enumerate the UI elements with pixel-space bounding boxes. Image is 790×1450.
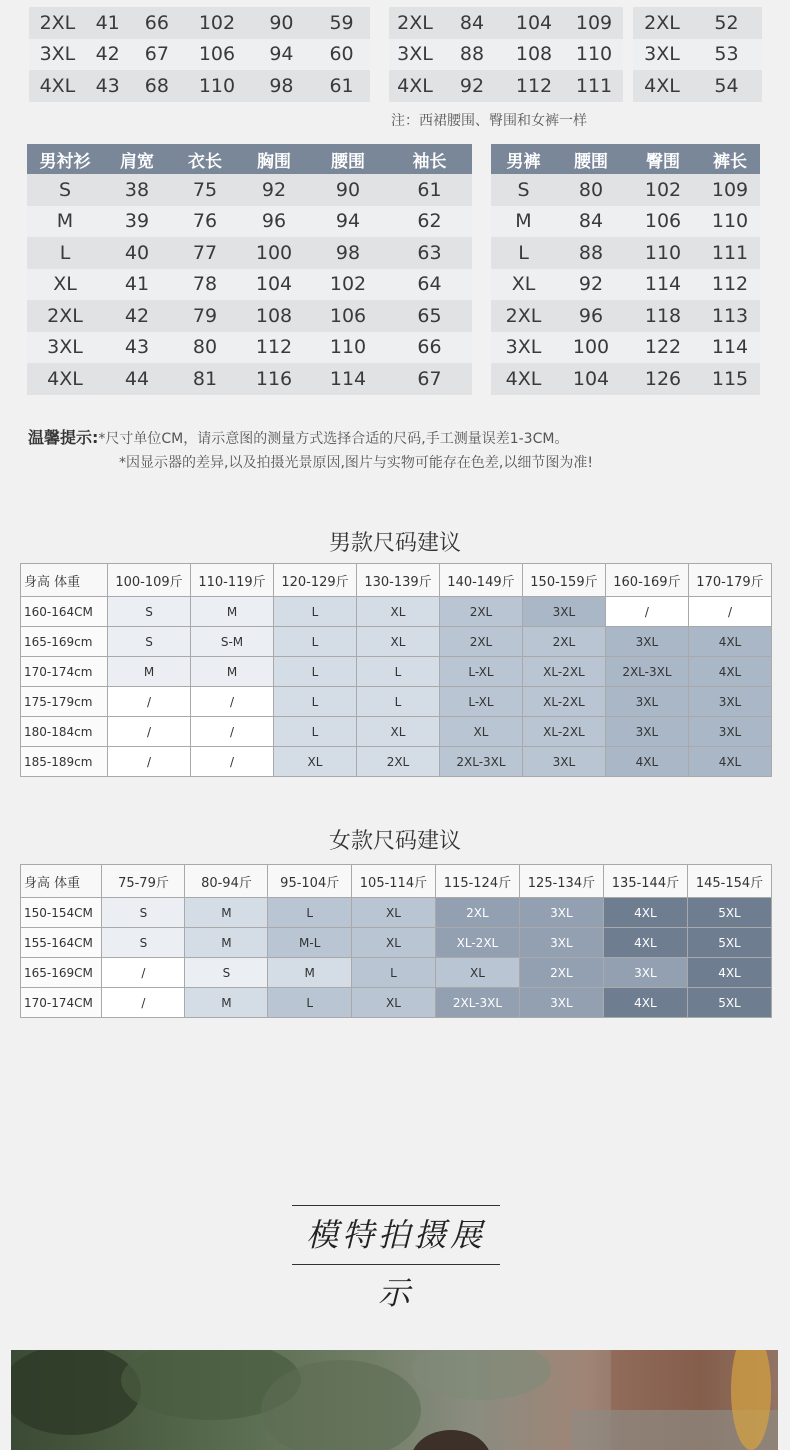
table-cell: 104 [556, 363, 626, 395]
header-row [21, 865, 772, 898]
table-cell: 115 [700, 363, 760, 395]
size-cell: / [191, 747, 274, 777]
height-label: 160-164CM [21, 597, 108, 627]
table-cell: 76 [171, 206, 239, 238]
table-cell: 2XL [633, 7, 691, 39]
table-cell: 92 [239, 174, 309, 206]
table-cell: 90 [250, 7, 313, 39]
table-row [21, 657, 772, 687]
table-cell: 63 [387, 237, 472, 269]
column-header: 裤长 [700, 144, 760, 174]
size-cell: L [356, 657, 439, 687]
height-label: 175-179cm [21, 687, 108, 717]
table-cell: 40 [103, 237, 171, 269]
table-row [491, 174, 760, 206]
size-cell: 2XL-3XL [605, 657, 688, 687]
size-cell: XL [351, 898, 435, 928]
table-row [27, 237, 472, 269]
size-cell: 4XL [688, 657, 771, 687]
skirt-note: 注：西裙腰围、臀围和女裤一样 [391, 113, 587, 129]
size-cell: M [108, 657, 191, 687]
table-cell: 104 [503, 7, 565, 39]
column-header: 臀围 [626, 144, 700, 174]
table-cell: 110 [700, 206, 760, 238]
height-label: 150-154CM [21, 898, 102, 928]
size-cell: 3XL [688, 687, 771, 717]
table-cell: 42 [86, 39, 130, 71]
size-cell: XL-2XL [522, 657, 605, 687]
size-cell: L [274, 657, 357, 687]
size-cell: S [108, 597, 191, 627]
men-recommend-title: 男款尺码建议 [328, 531, 461, 556]
height-label: 155-164CM [21, 928, 102, 958]
table-cell: 64 [387, 269, 472, 301]
height-label: 165-169CM [21, 958, 102, 988]
size-cell: 2XL [519, 958, 603, 988]
table-cell: M [491, 206, 556, 238]
size-cell: / [102, 958, 185, 988]
table-cell: 111 [565, 70, 623, 102]
height-label: 185-189cm [21, 747, 108, 777]
size-cell: S [108, 627, 191, 657]
table-cell: 62 [387, 206, 472, 238]
table-row [27, 206, 472, 238]
table-cell: 61 [387, 174, 472, 206]
weight-header: 160-169斤 [605, 564, 688, 597]
table-cell: 66 [387, 332, 472, 364]
size-cell: L [274, 627, 357, 657]
men-pants-size-table [491, 144, 760, 395]
size-cell: 5XL [687, 898, 771, 928]
table-cell: 116 [239, 363, 309, 395]
size-cell: XL [439, 717, 522, 747]
table-cell: 67 [130, 39, 185, 71]
size-cell: 2XL [522, 627, 605, 657]
weight-header: 140-149斤 [439, 564, 522, 597]
size-cell: 3XL [519, 898, 603, 928]
table-cell: 88 [556, 237, 626, 269]
table-cell: 106 [309, 300, 387, 332]
size-cell: / [191, 687, 274, 717]
weight-header: 100-109斤 [108, 564, 191, 597]
size-cell: 4XL [603, 928, 687, 958]
table-cell: 114 [626, 269, 700, 301]
table-row [21, 988, 772, 1018]
size-cell: 2XL-3XL [439, 747, 522, 777]
table-cell: 96 [239, 206, 309, 238]
table-cell: 118 [626, 300, 700, 332]
table-row [491, 237, 760, 269]
table-cell: 126 [626, 363, 700, 395]
column-header: 袖长 [387, 144, 472, 174]
size-cell: L [274, 597, 357, 627]
table-cell: XL [491, 269, 556, 301]
table-cell: 109 [700, 174, 760, 206]
model-showcase-banner: 模特拍摄展示 [292, 1205, 500, 1265]
table-row [491, 206, 760, 238]
tips-label: 温馨提示: [28, 428, 99, 447]
women-pants-size-table [389, 7, 623, 102]
size-cell: / [108, 717, 191, 747]
weight-header: 115-124斤 [435, 865, 519, 898]
table-cell: 44 [103, 363, 171, 395]
table-cell: 110 [184, 70, 250, 102]
table-row [491, 363, 760, 395]
column-header: 腰围 [556, 144, 626, 174]
table-cell: L [27, 237, 103, 269]
weight-header: 120-129斤 [274, 564, 357, 597]
size-cell: M [185, 928, 268, 958]
table-cell: 77 [171, 237, 239, 269]
weight-header: 170-179斤 [688, 564, 771, 597]
table-cell: 4XL [389, 70, 441, 102]
table-cell: 110 [626, 237, 700, 269]
table-row [21, 627, 772, 657]
table-cell: 98 [250, 70, 313, 102]
table-cell: 104 [239, 269, 309, 301]
size-cell: XL [356, 717, 439, 747]
table-cell: 2XL [491, 300, 556, 332]
size-cell: 2XL [439, 597, 522, 627]
table-cell: 60 [313, 39, 370, 71]
table-row [27, 300, 472, 332]
height-label: 180-184cm [21, 717, 108, 747]
table-cell: 3XL [491, 332, 556, 364]
table-cell: 98 [309, 237, 387, 269]
size-cell: / [688, 597, 771, 627]
table-cell: 52 [691, 7, 762, 39]
table-cell: 90 [309, 174, 387, 206]
table-cell: 88 [441, 39, 503, 71]
table-row [21, 687, 772, 717]
table-cell: 75 [171, 174, 239, 206]
table-cell: 112 [503, 70, 565, 102]
size-cell: 3XL [603, 958, 687, 988]
size-cell: 3XL [688, 717, 771, 747]
size-cell: L [356, 687, 439, 717]
height-label: 170-174CM [21, 988, 102, 1018]
table-row [29, 39, 370, 71]
size-cell: S [102, 898, 185, 928]
weight-header: 135-144斤 [603, 865, 687, 898]
table-row [21, 958, 772, 988]
table-cell: 53 [691, 39, 762, 71]
table-row [21, 717, 772, 747]
size-cell: 3XL [522, 597, 605, 627]
size-cell: L [274, 687, 357, 717]
column-header: 男衬衫 [27, 144, 103, 174]
table-cell: 108 [239, 300, 309, 332]
table-cell: 102 [626, 174, 700, 206]
table-cell: 66 [130, 7, 185, 39]
table-cell: 41 [86, 7, 130, 39]
table-cell: 112 [700, 269, 760, 301]
size-cell: 3XL [605, 627, 688, 657]
size-cell: / [605, 597, 688, 627]
table-cell: 114 [700, 332, 760, 364]
size-cell: 4XL [687, 958, 771, 988]
table-cell: 106 [184, 39, 250, 71]
table-cell: XL [27, 269, 103, 301]
table-cell: 41 [103, 269, 171, 301]
photo-foliage-graphic [11, 1350, 778, 1450]
table-cell: 111 [700, 237, 760, 269]
size-cell: XL-2XL [522, 687, 605, 717]
table-cell: 113 [700, 300, 760, 332]
table-cell: 110 [309, 332, 387, 364]
height-label: 165-169cm [21, 627, 108, 657]
corner-label: 身高 体重 [21, 865, 102, 898]
column-header: 衣长 [171, 144, 239, 174]
table-cell: 61 [313, 70, 370, 102]
header-row [21, 564, 772, 597]
size-cell: L [268, 988, 352, 1018]
table-cell: 100 [239, 237, 309, 269]
size-cell: 2XL [439, 627, 522, 657]
table-cell: 94 [309, 206, 387, 238]
size-cell: M [268, 958, 352, 988]
size-cell: 2XL [356, 747, 439, 777]
table-cell: 81 [171, 363, 239, 395]
tips-line-2: *因显示器的差异,以及拍摄光景原因,图片与实物可能存在色差,以细节图为准! [119, 455, 593, 471]
column-header: 腰围 [309, 144, 387, 174]
size-cell: XL-2XL [435, 928, 519, 958]
table-cell: 109 [565, 7, 623, 39]
weight-header: 75-79斤 [102, 865, 185, 898]
size-cell: / [102, 988, 185, 1018]
table-cell: 102 [309, 269, 387, 301]
size-cell: M-L [268, 928, 352, 958]
size-cell: M [191, 597, 274, 627]
table-cell: 67 [387, 363, 472, 395]
table-row [29, 7, 370, 39]
size-cell: 3XL [605, 717, 688, 747]
table-cell: 2XL [29, 7, 86, 39]
size-cell: XL [435, 958, 519, 988]
weight-header: 105-114斤 [351, 865, 435, 898]
column-header: 男裤 [491, 144, 556, 174]
table-row [633, 70, 762, 102]
size-cell: XL [274, 747, 357, 777]
table-row [27, 363, 472, 395]
table-cell: 39 [103, 206, 171, 238]
size-cell: 3XL [605, 687, 688, 717]
table-cell: 79 [171, 300, 239, 332]
table-cell: 108 [503, 39, 565, 71]
size-cell: 5XL [687, 928, 771, 958]
table-cell: 110 [565, 39, 623, 71]
men-shirt-size-table [27, 144, 472, 395]
table-row [21, 597, 772, 627]
women-top-size-table [29, 7, 370, 102]
size-cell: L [274, 717, 357, 747]
size-cell: 5XL [687, 988, 771, 1018]
table-row [389, 70, 623, 102]
size-cell: L-XL [439, 687, 522, 717]
table-cell: 3XL [29, 39, 86, 71]
table-cell: 78 [171, 269, 239, 301]
size-cell: L-XL [439, 657, 522, 687]
size-cell: 3XL [522, 747, 605, 777]
size-cell: S [102, 928, 185, 958]
table-row [27, 269, 472, 301]
weight-header: 95-104斤 [268, 865, 352, 898]
table-cell: M [27, 206, 103, 238]
table-cell: 102 [184, 7, 250, 39]
table-cell: S [27, 174, 103, 206]
table-cell: L [491, 237, 556, 269]
size-cell: 3XL [519, 988, 603, 1018]
table-cell: 4XL [27, 363, 103, 395]
size-cell: XL [356, 627, 439, 657]
table-row [491, 332, 760, 364]
table-cell: 38 [103, 174, 171, 206]
weight-header: 145-154斤 [687, 865, 771, 898]
table-row [27, 174, 472, 206]
table-cell: 43 [86, 70, 130, 102]
size-cell: 4XL [605, 747, 688, 777]
table-row [633, 7, 762, 39]
table-row [29, 70, 370, 102]
weight-header: 150-159斤 [522, 564, 605, 597]
table-cell: 84 [441, 7, 503, 39]
size-cell: 4XL [603, 988, 687, 1018]
size-cell: 4XL [603, 898, 687, 928]
weight-header: 130-139斤 [356, 564, 439, 597]
size-cell: S-M [191, 627, 274, 657]
women-recommend-table [20, 864, 772, 1018]
women-recommend-title: 女款尺码建议 [328, 829, 461, 854]
size-cell: L [351, 958, 435, 988]
table-cell: 2XL [27, 300, 103, 332]
table-cell: 92 [441, 70, 503, 102]
table-cell: 80 [556, 174, 626, 206]
table-cell: 94 [250, 39, 313, 71]
corner-label: 身高 体重 [21, 564, 108, 597]
table-row [389, 39, 623, 71]
table-cell: 100 [556, 332, 626, 364]
table-cell: 112 [239, 332, 309, 364]
table-cell: 4XL [633, 70, 691, 102]
table-cell: 3XL [27, 332, 103, 364]
table-cell: 96 [556, 300, 626, 332]
table-cell: 80 [171, 332, 239, 364]
table-row [389, 7, 623, 39]
table-cell: 59 [313, 7, 370, 39]
table-cell: 122 [626, 332, 700, 364]
size-cell: / [108, 747, 191, 777]
size-cell: XL [356, 597, 439, 627]
table-cell: 54 [691, 70, 762, 102]
table-cell: 43 [103, 332, 171, 364]
size-cell: / [191, 717, 274, 747]
size-cell: L [268, 898, 352, 928]
size-cell: XL [351, 988, 435, 1018]
skirt-size-table [633, 7, 762, 102]
table-row [27, 332, 472, 364]
table-cell: 68 [130, 70, 185, 102]
table-cell: 42 [103, 300, 171, 332]
size-cell: M [185, 898, 268, 928]
weight-header: 110-119斤 [191, 564, 274, 597]
table-row [21, 898, 772, 928]
table-cell: 106 [626, 206, 700, 238]
table-row [21, 928, 772, 958]
size-cell: 2XL-3XL [435, 988, 519, 1018]
table-row [491, 269, 760, 301]
table-cell: 2XL [389, 7, 441, 39]
table-cell: 3XL [633, 39, 691, 71]
size-cell: M [185, 988, 268, 1018]
weight-header: 80-94斤 [185, 865, 268, 898]
table-cell: S [491, 174, 556, 206]
table-cell: 92 [556, 269, 626, 301]
men-recommend-table [20, 563, 772, 777]
size-cell: 3XL [519, 928, 603, 958]
table-cell: 84 [556, 206, 626, 238]
table-cell: 65 [387, 300, 472, 332]
table-row [21, 747, 772, 777]
size-cell: 4XL [688, 747, 771, 777]
table-row [491, 300, 760, 332]
weight-header: 125-134斤 [519, 865, 603, 898]
table-cell: 4XL [29, 70, 86, 102]
size-cell: 4XL [688, 627, 771, 657]
size-cell: M [191, 657, 274, 687]
height-label: 170-174cm [21, 657, 108, 687]
size-cell: / [108, 687, 191, 717]
tips-box [28, 426, 593, 475]
size-cell: S [185, 958, 268, 988]
table-row [633, 39, 762, 71]
size-cell: XL [351, 928, 435, 958]
table-cell: 114 [309, 363, 387, 395]
size-cell: XL-2XL [522, 717, 605, 747]
column-header: 肩宽 [103, 144, 171, 174]
table-cell: 4XL [491, 363, 556, 395]
column-header: 胸围 [239, 144, 309, 174]
size-cell: 2XL [435, 898, 519, 928]
table-cell: 3XL [389, 39, 441, 71]
tips-line-1: *尺寸单位CM，请示意图的测量方式选择合适的尺码,手工测量误差1-3CM。 [98, 431, 569, 447]
model-photo [11, 1350, 778, 1450]
